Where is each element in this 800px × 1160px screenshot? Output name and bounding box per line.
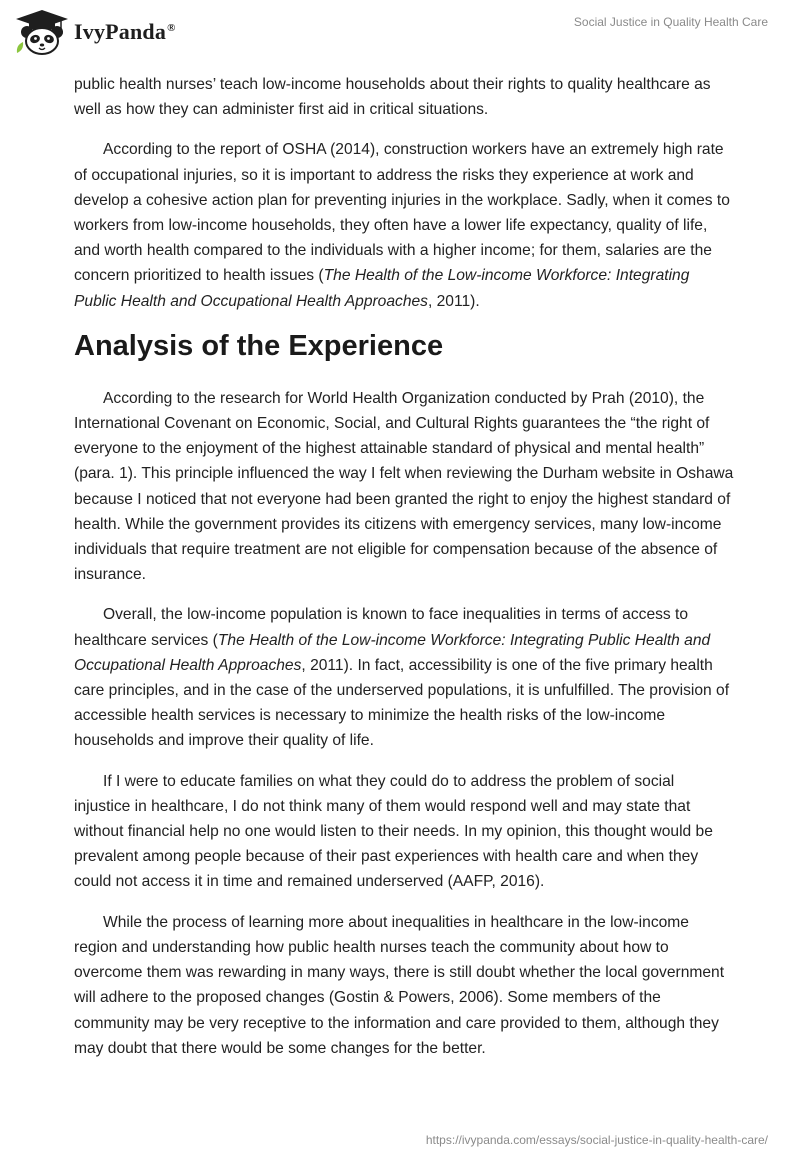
essay-content: [74, 72, 734, 1076]
paragraph-continued: public health nurses’ teach low-income households about their rights to quality healthcare as well as how they can administer first aid in critical situations.: [74, 76, 711, 119]
page-header: [0, 0, 800, 60]
paragraph-educate: If I were to educate families on what they could do to address the problem of social injustice in healthcare, I do not think many of them would respond well and may state that without financial help no one would listen to their needs. In my opinion, this thought would be prevalent among people because of their past experiences with health care and when they could not access it in time and remained underserved (AAFP, 2016).: [74, 772, 713, 891]
paragraph-inequalities: [74, 602, 734, 753]
panda-logo-icon: [14, 8, 70, 56]
paragraph-text: , 2011). In fact, accessibility is one of the five primary health care principles, and in the case of the underserved populations, it is unfulfilled. The provision of accessible health services is necessary to minimize the health risks of the low-income households and improve their quality of life.: [74, 656, 730, 750]
source-url[interactable]: https://ivypanda.com/essays/social-justice-in-quality-health-care/: [425, 1133, 768, 1147]
document-title: Social Justice in Quality Health Care: [573, 15, 768, 29]
trademark-symbol: ®: [167, 21, 176, 34]
paragraph-learning: While the process of learning more about inequalities in healthcare in the low-income region and understanding how public health nurses teach the community about how to overcome them was rewarding in many ways, there is still doubt whether the local government will adhere to the proposed changes (Gostin & Powers, 2006). Some members of the community may be very receptive to the information and care provided to them, although they may doubt that there would be some changes for the better.: [74, 913, 725, 1057]
brand-logo[interactable]: [14, 8, 176, 56]
paragraph-who: According to the research for World Health Organization conducted by Prah (2010), the International Covenant on Economic, Social, and Cultural Rights guarantees the “the right of everyone to the enjoyment of the highest attainable standard of physical and mental health” (para. 1). This principle influenced the way I felt when reviewing the Durham website in Oshawa because I noticed that not everyone had been granted the right to enjoy the highest standard of health. While the government provides its citizens with emergency services, many low-income individuals that require treatment are not eligible for compensation because of the absence of insurance.: [74, 389, 734, 584]
citation-title: The Health of the Low-income Workforce: Integrating Public Health and Occupational Health Approaches: [74, 631, 711, 674]
paragraph-text: Overall, the low-income population is known to face inequalities in terms of access to healthcare services (: [74, 606, 689, 649]
citation-title: The Health of the Low-income Workforce: Integrating Public Health and Occupational Health Approaches: [74, 267, 690, 310]
paragraph-text: According to the report of OSHA (2014), construction workers have an extremely high rate of occupational injuries, so it is important to address the risks they experience at work and develop a cohesive action plan for preventing injuries in the workplace. Sadly, when it comes to workers from low-income households, they often have a lower life expectancy, quality of life, and worth health compared to the individuals with a higher income; for them, salaries are the concern prioritized to health issues (: [74, 141, 730, 285]
brand-name: IvyPanda®: [74, 19, 176, 44]
paragraph-osha: [74, 137, 734, 313]
paragraph-text: , 2011).: [427, 292, 480, 310]
section-heading: Analysis of the Experience: [74, 329, 444, 362]
